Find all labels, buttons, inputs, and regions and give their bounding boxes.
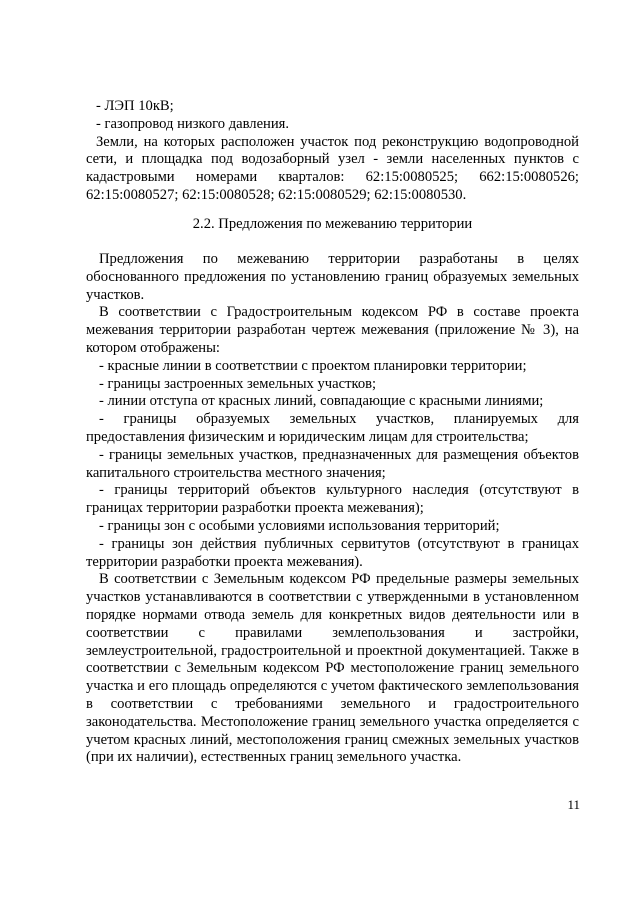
page-number: 11 [567,797,580,812]
body-text-block [86,251,579,767]
paragraph-intro: Предложения по межеванию территории разработаны в целях обоснованного предложения по установлению границ образуемых земельных участков. [86,251,579,303]
list-item-capital-construction: - границы земельных участков, предназначенных для размещения объектов капитального строительства местного значения; [86,446,579,481]
section-heading: 2.2. Предложения по межеванию территории [192,216,473,232]
list-item-built-plots: - границы застроенных земельных участков; [99,375,377,392]
top-text-block [86,98,579,205]
list-item-cultural-heritage: - границы территорий объектов культурного наследия (отсутствуют в границах территории разработки проекта межевания); [86,482,579,517]
paragraph-land-code: В соответствии с Земельным кодексом РФ предельные размеры земельных участков устанавливаются в соответствии с утвержденными в установленном порядке нормами отвода земель для конкретных видов деятельности или в соответствии с правилами землепользования и застройки, землеустроительной, градостроительной и проектной документацией. Также в соответствии с Земельным кодексом РФ местоположение границ земельного участка и его площадь определяются с учетом фактического землепользования в соответствии с требованиями земельного и градостроительного законодательства. Местоположение границ земельного участка определяется с учетом красных линий, местоположения границ смежных земельных участков (при их наличии), естественных границ земельного участка. [86,571,579,766]
list-item-gas-pipeline: - газопровод низкого давления. [96,115,290,132]
list-item-special-zones: - границы зон с особыми условиями использования территорий; [99,517,500,534]
list-item-power-line: - ЛЭП 10кВ; [96,98,174,114]
list-item-public-easements: - границы зон действия публичных сервитутов (отсутствуют в границах территории разработки проекта межевания). [86,535,579,570]
list-item-setback-lines: - линии отступа от красных линий, совпадающие с красными линиями; [99,393,544,410]
paragraph-urban-code: В соответствии с Градостроительным кодексом РФ в составе проекта межевания территории разработан чертеж межевания (приложение № 3), на котором отображены: [86,304,579,356]
list-item-formed-plots: - границы образуемых земельных участков, планируемых для предоставления физическим и юридическим лицам для строительства; [86,411,579,445]
paragraph-land-category: Земли, на которых расположен участок под реконструкцию водопроводной сети, и площадка под водозаборный узел - земли населенных пунктов с кадастровыми номерами кварталов: 62:15:0080525; 662:15:0080526; 62:15:0080527; 62:15:0080528; 62:15:0080529; 62:15:0080530. [86,133,579,203]
list-item-red-lines: - красные линии в соответствии с проектом планировки территории; [99,357,527,374]
